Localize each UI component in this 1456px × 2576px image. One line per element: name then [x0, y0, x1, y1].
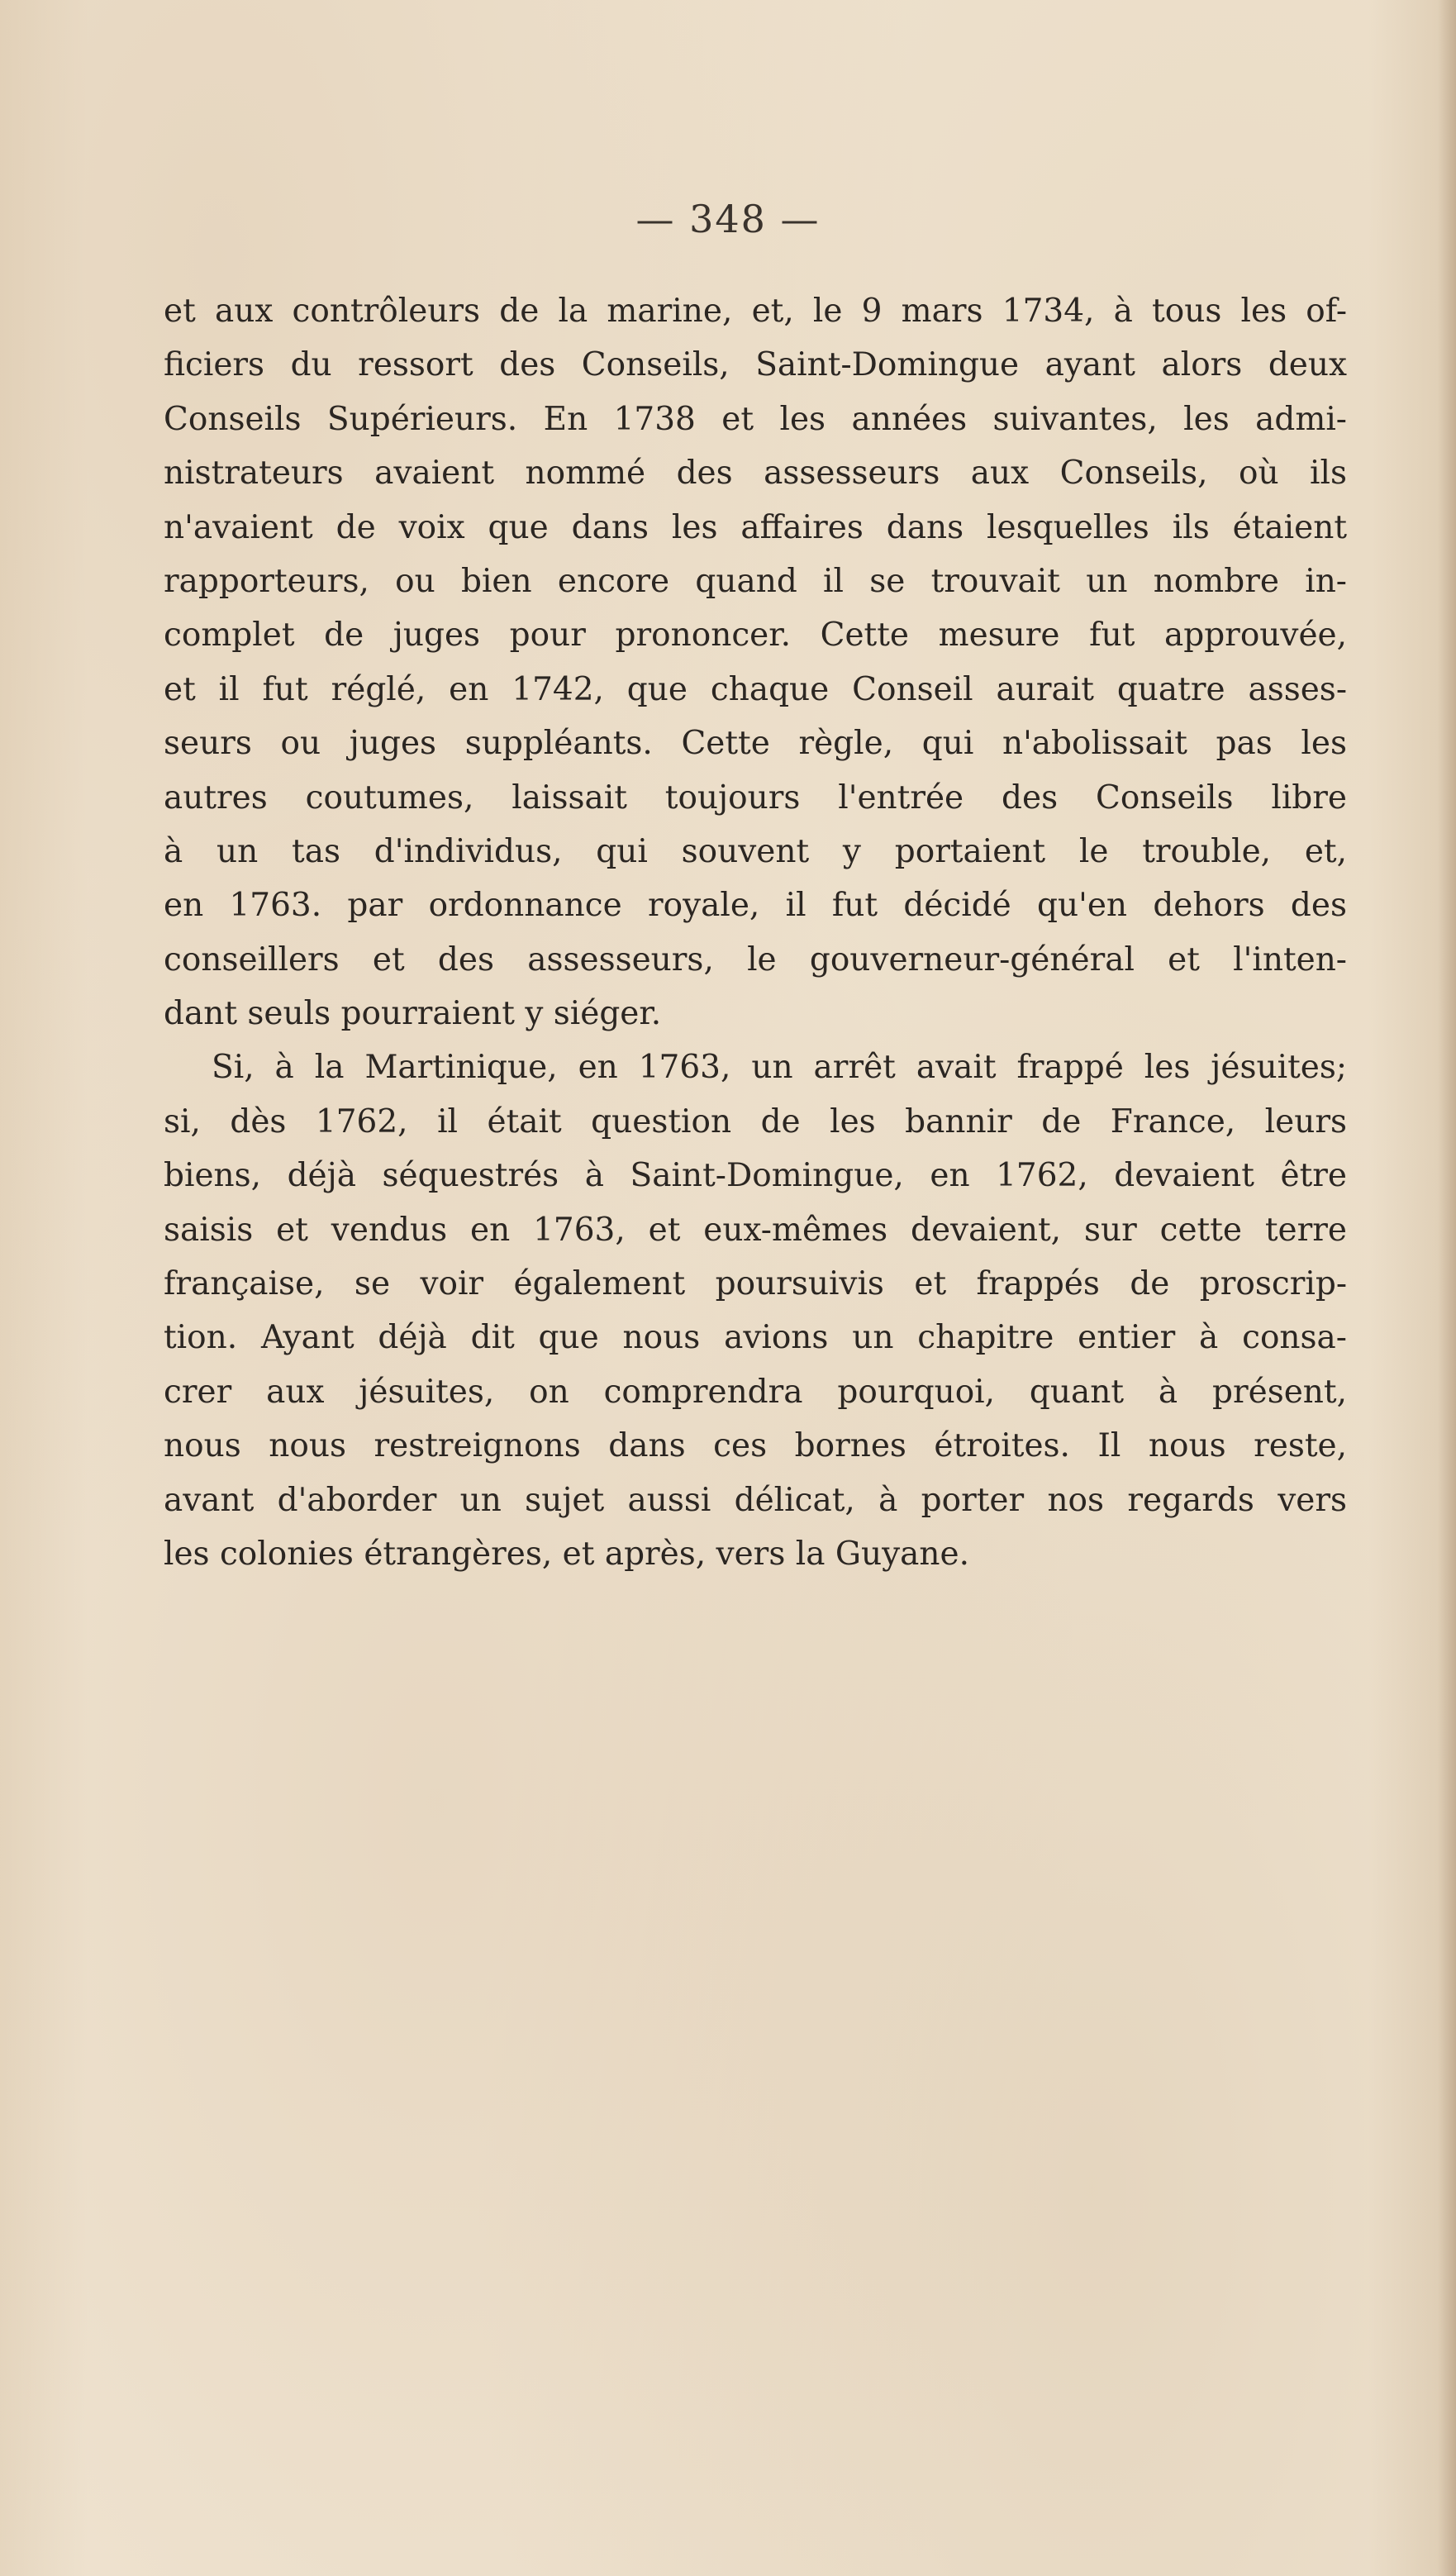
text-line: seurs ou juges suppléants. Cette règle, qui n'abolissait pas les: [164, 725, 1347, 763]
text-line: tion. Ayant déjà dit que nous avions un chapitre entier à consa-: [164, 1319, 1347, 1357]
text-line: française, se voir également poursuivis et frappés de proscrip-: [164, 1265, 1347, 1303]
page-number: — 348 —: [635, 197, 821, 241]
text-line: complet de juges pour prononcer. Cette mesure fut approuvée,: [164, 617, 1347, 655]
text-line: rapporteurs, ou bien encore quand il se trouvait un nombre in-: [164, 562, 1347, 600]
text-line: autres coutumes, laissait toujours l'entrée des Conseils libre: [164, 779, 1347, 817]
text-line: n'avaient de voix que dans les affaires dans lesquelles ils étaient: [164, 508, 1347, 546]
text-line: conseillers et des assesseurs, le gouverneur-général et l'inten-: [164, 940, 1347, 978]
text-line: nous nous restreignons dans ces bornes étroites. Il nous reste,: [164, 1427, 1347, 1465]
text-line: Conseils Supérieurs. En 1738 et les années suivantes, les admi-: [164, 400, 1347, 438]
text-line: ficiers du ressort des Conseils, Saint-Domingue ayant alors deux: [164, 346, 1347, 384]
paragraph-first-line: Si, à la Martinique, en 1763, un arrêt avait frappé les jésuites;: [212, 1049, 1347, 1087]
text-line: les colonies étrangères, et après, vers la Guyane.: [164, 1535, 969, 1573]
text-line: saisis et vendus en 1763, et eux-mêmes devaient, sur cette terre: [164, 1211, 1347, 1249]
text-line: biens, déjà séquestrés à Saint-Domingue, en 1762, devaient être: [164, 1157, 1347, 1195]
text-line: crer aux jésuites, on comprendra pourquoi, quant à présent,: [164, 1373, 1347, 1411]
text-line: avant d'aborder un sujet aussi délicat, à porter nos regards vers: [164, 1481, 1347, 1519]
text-line: dant seuls pourraient y siéger.: [164, 995, 662, 1033]
body-text: [164, 284, 1347, 1581]
text-line: à un tas d'individus, qui souvent y portaient le trouble, et,: [164, 832, 1347, 870]
text-line: en 1763. par ordonnance royale, il fut décidé qu'en dehors des: [164, 887, 1347, 925]
text-line: si, dès 1762, il était question de les bannir de France, leurs: [164, 1102, 1347, 1140]
page-edge-shadow: [1438, 0, 1456, 2576]
text-line: nistrateurs avaient nommé des assesseurs aux Conseils, où ils: [164, 455, 1347, 493]
text-line: et aux contrôleurs de la marine, et, le 9 mars 1734, à tous les of-: [164, 293, 1347, 330]
text-line: et il fut réglé, en 1742, que chaque Conseil aurait quatre asses-: [164, 670, 1347, 708]
